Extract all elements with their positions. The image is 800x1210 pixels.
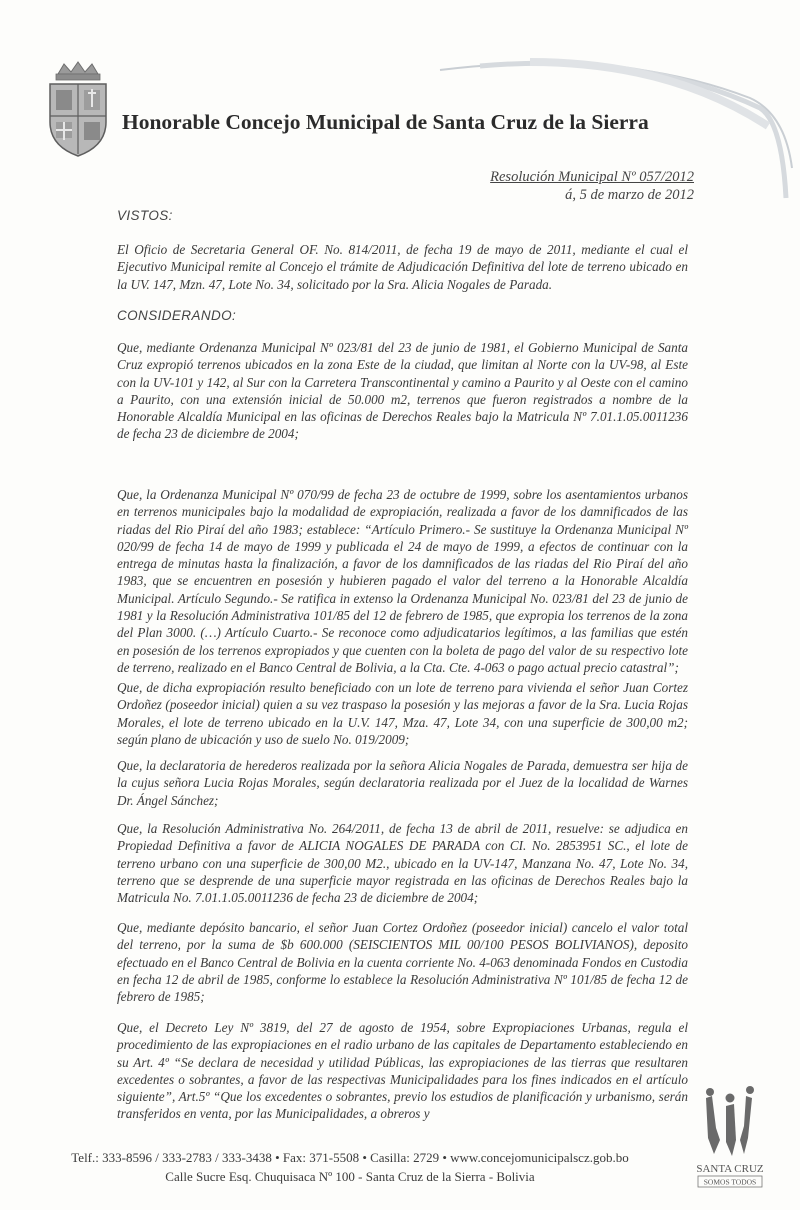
resolution-reference [490, 168, 694, 204]
footer [0, 1148, 700, 1186]
considerando-paragraph-3: Que, de dicha expropiación resulto beneficiado con un lote de terreno para vivienda el señor Juan Cortez Ordoñez (poseedor inicial) quien a su vez traspaso la posesión y las mejoras a favor de la Sra. Lucia Rojas Morales, el lote de terreno ubicado en la U.V. 147, Mza. 47, Lote 34, con una superficie de 300,00 m2; según plano de ubicación y uso de suelo No. 019/2009; [117, 680, 688, 747]
santa-cruz-logo-icon [690, 1080, 770, 1190]
considerando-paragraph-4: Que, la declaratoria de herederos realizada por la señora Alicia Nogales de Parada, demuestra ser hija de la cujus señora Lucia Rojas Morales, según declaratoria realizada por el Juez de la localidad de Warnes Dr. Ángel Sánchez; [117, 758, 688, 808]
considerando-paragraph-1: Que, mediante Ordenanza Municipal Nº 023/81 del 23 de junio de 1981, el Gobierno Municipal de Santa Cruz expropió terrenos ubicados en la zona Este de la ciudad, que limitan al Norte con la UV-98, al Este con la UV-101 y 142, al Sur con la Carretera Transcontinental y camino a Paurito y al Oeste con el camino a Paurito, con una extensión inicial de 50.000 m2, terrenos que fueron registrados a nombre de la Honorable Alcaldía Municipal en las oficinas de Derechos Reales bajo la Matricula Nº 7.01.1.05.0011236 de fecha 23 de diciembre de 2004; [117, 340, 688, 442]
considerando-paragraph-6: Que, mediante depósito bancario, el señor Juan Cortez Ordoñez (poseedor inicial) cancelo el valor total del terreno, por la suma de $b 600.000 (SEISCIENTOS MIL 00/100 PESOS BOLIVIANOS), deposito efectuado en el Banco Central de Bolivia en la cuenta corriente No. 4-063 denominada Fondos en Custodia en fecha 12 de abril de 1985, conforme lo establece la Resolución Administrativa Nº 101/85 de fecha 12 de febrero de 1985; [117, 920, 688, 1005]
logo-tagline: SOMOS TODOS [703, 1177, 757, 1187]
footer-contact: Telf.: 333-8596 / 333-2783 / 333-3438 • Fax: 371-5508 • Casilla: 2729 • www.concejomunicipalscz.gob.bo [71, 1150, 629, 1165]
vistos-paragraph: El Oficio de Secretaria General OF. No. 814/2011, de fecha 19 de mayo de 2011, mediante el cual el Ejecutivo Municipal remite al Concejo el trámite de Adjudicación Definitiva del lote de terreno ubicado en la UV. 147, Mzn. 47, Lote No. 34, solicitado por la Sra. Alicia Nogales de Parada. [117, 242, 688, 292]
considerando-paragraph-2: Que, la Ordenanza Municipal Nº 070/99 de fecha 23 de octubre de 1999, sobre los asentamientos urbanos en terrenos municipales bajo la modalidad de expropiación, realizada a favor de los damnificados de las riadas del Rio Piraí del año 1983; establece: “Artículo Primero.- Se sustituye la Ordenanza Municipal Nº 020/99 de fecha 14 de mayo de 1999 y publicada el 24 de mayo de 1999, a efectos de continuar con la entrega de minutas hasta la finalización, a favor de los damnificados de las riadas del Rio Piraí del año 1983, que se encuentren en posesión y hubieren pagado el valor del terreno a la Honorable Alcaldía Municipal. Artículo Segundo.- Se ratifica in extenso la Ordenanza Municipal No. 023/81 del 23 de junio de 1981 y la Resolución Administrativa 101/85 del 12 de febrero de 1985, que expropia los terrenos de la zona del Plan 3000. (…) Artículo Cuarto.- Se reconoce como adjudicatarios legítimos, a las familias que estén en posesión de los terrenos expropiados y que cuenten con la boleta de pago del valor de su respectivo lote de terreno, realizado en el Banco Central de Bolivia, a la Cta. Cte. 4-063 o pago actual precio catastral”; [117, 487, 688, 675]
considerando-paragraph-5: Que, la Resolución Administrativa No. 264/2011, de fecha 13 de abril de 2011, resuelve: se adjudica en Propiedad Definitiva a favor de ALICIA NOGALES DE PARADA con CI. No. 2853951 SC., el lote de terreno urbano con una superficie de 300,00 M2., ubicado en la UV-147, Manzana No. 47, Lote No. 34, terreno que se desprende de una superficie mayor registrada en las oficinas de Derechos Reales bajo la Matricula No. 7.01.1.05.0011236 de fecha 23 de diciembre de 2004; [117, 821, 688, 906]
considerando-paragraph-7: Que, el Decreto Ley Nº 3819, del 27 de agosto de 1954, sobre Expropiaciones Urbanas, regula el procedimiento de las expropiaciones en el radio urbano de las capitales de Departamento estableciendo en su Art. 4º “Se declara de necesidad y utilidad Públicas, las expropiaciones de las tierras que resultaren excedentes o sobrantes, a favor de las respectivas Municipalidades para los fines indicados en el artículo siguiente”, Art.5º “Que los excedentes o sobrantes, previo los estudios de planificación y urbanismo, serán transferidos en venta, por las Municipalidades, a obreros y [117, 1020, 688, 1122]
resolution-date: á, 5 de marzo de 2012 [565, 187, 694, 203]
vistos-heading: VISTOS: [117, 208, 173, 223]
considerando-heading: CONSIDERANDO: [117, 308, 237, 323]
organization-title: Honorable Concejo Municipal de Santa Cruz de la Sierra [122, 110, 649, 134]
logo-brand-text: SANTA CRUZ [696, 1163, 764, 1175]
coat-of-arms-icon [44, 60, 112, 158]
footer-address: Calle Sucre Esq. Chuquisaca Nº 100 - Santa Cruz de la Sierra - Bolivia [165, 1169, 535, 1184]
resolution-number: Resolución Municipal Nº 057/2012 [490, 169, 694, 185]
